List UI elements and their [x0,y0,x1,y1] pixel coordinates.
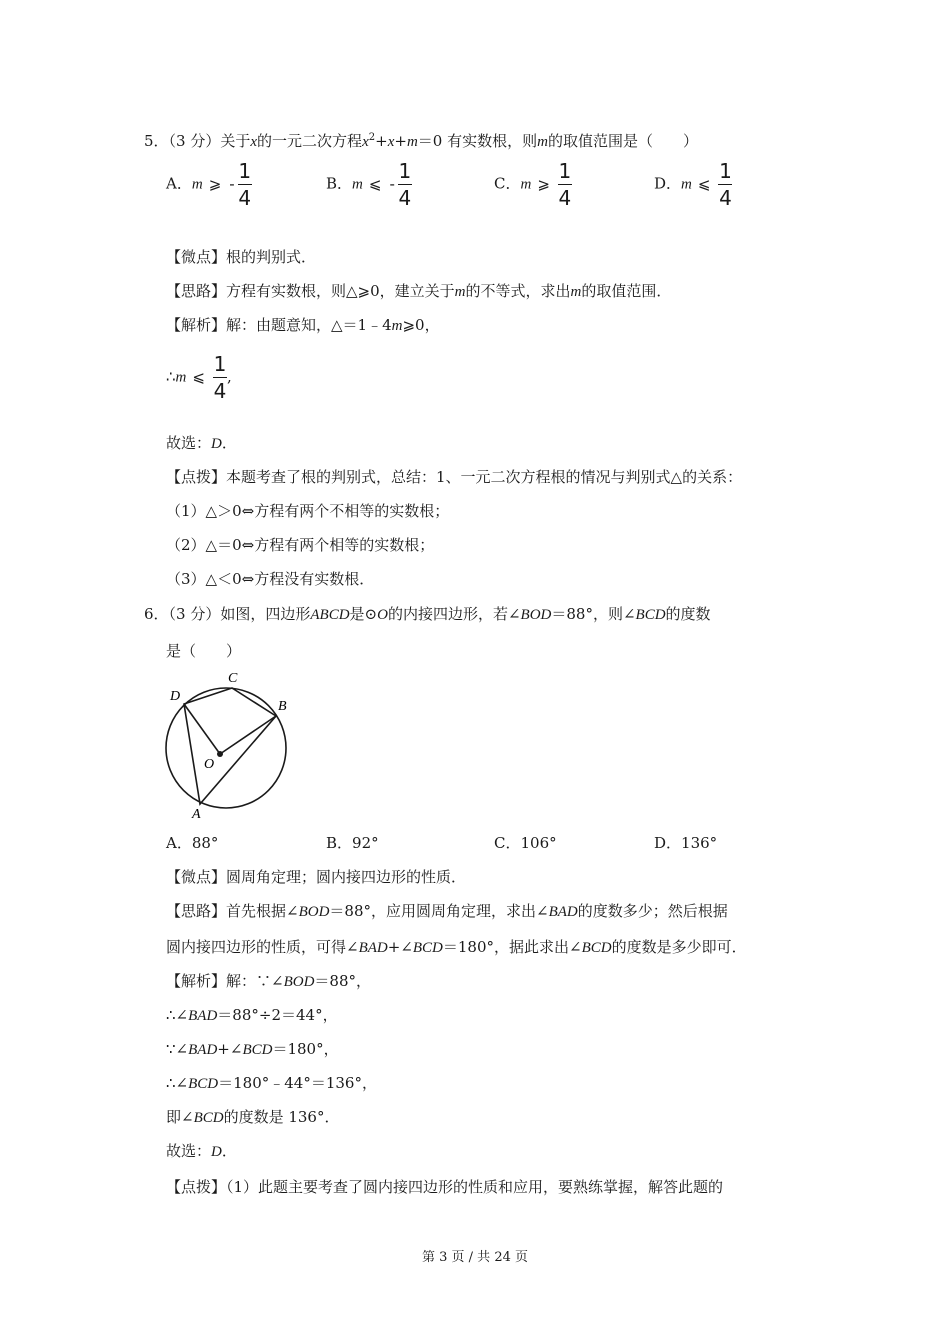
q6-weidian: 【微点】圆周角定理；圆内接四边形的性质． [166,868,467,886]
q5-stem: 5．（3 分）关于x的一元二次方程$x^2+x+m=0$ 有实数根，则m的取值范围是（ ） [144,132,698,150]
q6-dianbo: 【点拨】（1）此题主要考查了圆内接四边形的性质和应用，要熟练掌握，解答此题的 [166,1178,724,1196]
q5-guxuan: 故选：D． [166,434,237,452]
q5-option-d[interactable]: D．m ⩽ $\frac{1}{4}$ [654,159,732,210]
label-b: B [278,699,287,714]
q5-option-b[interactable]: B．m ⩽ - $\frac{1}{4}$ [326,159,412,210]
q5-weidian: 【微点】根的判别式． [166,248,317,266]
q5-option-a[interactable]: A．m ⩾ - $\frac{1}{4}$ [166,159,252,210]
fraction: $\frac{1}{4}$ [398,159,412,210]
page-footer: 第 3 页 / 共 24 页 [422,1250,528,1265]
label-c: C [228,671,238,686]
q5-silu: 【思路】方程有实数根，则△⩾0，建立关于m的不等式，求出m的取值范围． [166,282,672,300]
fraction: $\frac{1}{4}$ [719,159,732,210]
q6-jiexi-5: 即∠BCD的度数是 136°． [166,1108,340,1126]
q5-case-3: （3）△＜0⇔方程没有实数根． [166,570,375,588]
segment-od [184,704,220,754]
q6-option-b[interactable]: B．92° [326,834,379,852]
question-number: 6． [144,605,169,623]
q6-silu-line1: 【思路】首先根据∠BOD＝88°，应用圆周角定理，求出∠BAD的度数多少；然后根据 [166,902,728,920]
q6-guxuan: 故选：D． [166,1142,237,1160]
answer: D [211,436,222,452]
fraction: $\frac{1}{4}$ [558,159,572,210]
fraction: $\frac{1}{4}$ [238,159,252,210]
answer: D [211,1144,222,1160]
label-a: A [192,807,201,822]
label-o: O [204,757,215,772]
label-d: D [170,689,181,704]
q5-result: ∴m ⩽ $\frac{1}{4}$ , [166,352,232,403]
q6-jiexi-1: 【解析】解：∵∠BOD＝88°， [166,972,371,990]
q5-case-2: （2）△＝0⇔方程有两个相等的实数根； [166,536,435,554]
q6-option-d[interactable]: D．136° [654,834,718,852]
q6-option-c[interactable]: C．106° [494,834,557,852]
q5-case-1: （1）△＞0⇔方程有两个不相等的实数根； [166,502,450,520]
q6-jiexi-2: ∴∠BAD＝88°÷2＝44°， [166,1006,338,1024]
question-score: （3 分） [168,132,221,150]
q6-jiexi-3: ∵∠BAD+∠BCD＝180°， [166,1040,339,1058]
q5-dianbo: 【点拨】本题考查了根的判别式，总结：1、一元二次方程根的情况与判别式△的关系： [166,468,743,486]
q6-silu-line2: 圆内接四边形的性质，可得∠BAD+∠BCD＝180°，据此求出∠BCD的度数是多少即可． [166,938,747,956]
q6-stem: 6．（3 分）如图，四边形ABCD是⊙O的内接四边形，若∠BOD＝88°，则∠BCD的度数 [144,605,711,623]
q6-jiexi-4: ∴∠BCD＝180°﹣44°＝136°， [166,1074,377,1092]
circle-figure [158,662,298,822]
q5-option-c[interactable]: C．m ⩾ $\frac{1}{4}$ [494,159,572,210]
q6-stem-line2: 是（ ） [166,642,242,660]
quadrilateral-abcd [184,688,276,804]
question-score: （3 分） [168,605,221,623]
q6-option-a[interactable]: A．88° [166,834,219,852]
fraction: $\frac{1}{4}$ [213,352,227,403]
center-point [217,751,223,757]
question-number: 5． [144,132,169,150]
q5-jiexi: 【解析】解：由题意知，△＝1﹣4m⩾0， [166,316,440,334]
